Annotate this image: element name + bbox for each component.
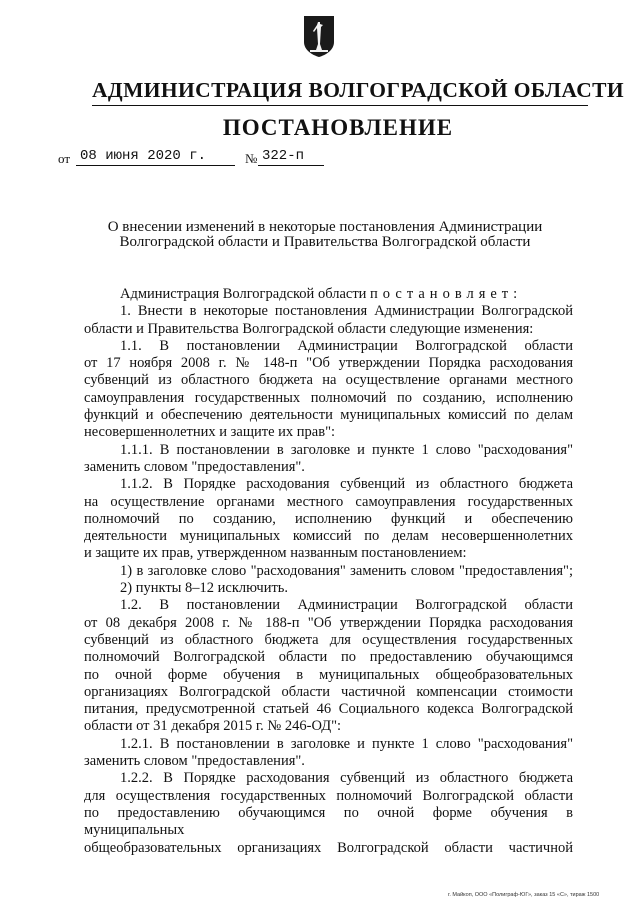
body-line: для осуществления государственных полномочий Волгоградской области bbox=[84, 787, 573, 804]
number-prefix-label: № bbox=[245, 151, 258, 166]
body-line: 1.1.2. В Порядке расходования субвенций из областного бюджета bbox=[120, 476, 573, 493]
body-line: заменить словом "предоставления". bbox=[84, 753, 305, 770]
document-type-title: ПОСТАНОВЛЕНИЕ bbox=[222, 115, 454, 140]
body-line: 1.1.1. В постановлении в заголовке и пункте 1 слово "расходования" bbox=[120, 441, 573, 458]
document-date-number-line bbox=[58, 147, 358, 169]
body-line: области от 31 декабря 2015 г. № 246-ОД": bbox=[84, 718, 342, 735]
date-prefix-label: от bbox=[58, 151, 71, 166]
body-line: 1.2.1. В постановлении в заголовке и пункте 1 слово "расходования" bbox=[120, 735, 573, 752]
body-line: несовершеннолетних и защите их прав": bbox=[84, 424, 336, 441]
body-line: деятельности муниципальных комиссий по делам несовершеннолетних bbox=[84, 528, 573, 545]
body-line: функций и обеспечению деятельности муниципальных комиссий по делам bbox=[84, 407, 573, 424]
preamble-text: Администрация Волгоградской области bbox=[120, 286, 367, 302]
body-line: по очной форме обучения в муниципальных общеобразовательных bbox=[84, 666, 573, 683]
document-date: 08 июня 2020 г. bbox=[76, 147, 235, 166]
body-line: 1.2. В постановлении Администрации Волгоградской области bbox=[120, 597, 573, 614]
body-line: субвенций из областного бюджета на осуществление органами местного bbox=[84, 372, 573, 389]
body-line: общеобразовательных организациях Волгоградской области частичной bbox=[84, 839, 573, 856]
body-line: питания, предусмотренной статьей 46 Социального кодекса Волгоградской bbox=[84, 701, 573, 718]
body-line: области и Правительства Волгоградской области следующие изменения: bbox=[84, 320, 534, 337]
body-line: 1.2.2. В Порядке расходования субвенций из областного бюджета bbox=[120, 770, 573, 787]
body-line: субвенций из областного бюджета для осуществления государственных bbox=[84, 631, 573, 648]
body-line: заменить словом "предоставления". bbox=[84, 458, 305, 475]
body-line: 1. Внести в некоторые постановления Администрации Волгоградской bbox=[120, 303, 573, 320]
body-line: полномочий Волгоградской области по предоставлению обучающимся bbox=[84, 649, 573, 666]
body-line: по предоставлению обучающимся по очной форме обучения в муниципальных bbox=[84, 804, 573, 839]
body-line: полномочий по созданию, исполнению функций и обеспечению bbox=[84, 510, 573, 527]
body-line: самоуправления государственных полномочий по созданию, исполнению bbox=[84, 389, 573, 406]
subject-line: О внесении изменений в некоторые постановления Администрации bbox=[107, 219, 543, 235]
document-subject bbox=[60, 220, 590, 250]
body-line: 2) пункты 8–12 исключить. bbox=[120, 580, 289, 597]
coat-of-arms-emblem bbox=[302, 14, 336, 58]
body-line: 1.1. В постановлении Администрации Волгоградской области bbox=[120, 337, 573, 354]
body-line: от 08 декабря 2008 г. № 188-п "Об утверждении Порядка расходования bbox=[84, 614, 573, 631]
body-line: организациях Волгоградской области частичной компенсации стоимости bbox=[84, 683, 573, 700]
printer-imprint: г. Майкоп, ООО «Полиграф-ЮГ», заказ 15 «С», тираж 1500 bbox=[448, 892, 600, 898]
body-paragraph bbox=[84, 286, 573, 303]
body-line: от 17 ноября 2008 г. № 148-п "Об утверждении Порядка расходования bbox=[84, 355, 573, 372]
organization-title: АДМИНИСТРАЦИЯ ВОЛГОГРАДСКОЙ ОБЛАСТИ bbox=[92, 78, 588, 106]
body-line: 1) в заголовке слово "расходования" заменить словом "предоставления"; bbox=[120, 562, 573, 579]
document-body bbox=[84, 286, 573, 857]
subject-line: Волгоградской области и Правительства Волгоградской области bbox=[119, 234, 531, 250]
document-number: 322-п bbox=[258, 147, 324, 166]
preamble-verb: постановляет: bbox=[370, 286, 523, 302]
body-line: на осуществление органами местного самоуправления государственных bbox=[84, 493, 573, 510]
body-line: и защите их прав, утвержденном названным постановлением: bbox=[84, 545, 467, 562]
